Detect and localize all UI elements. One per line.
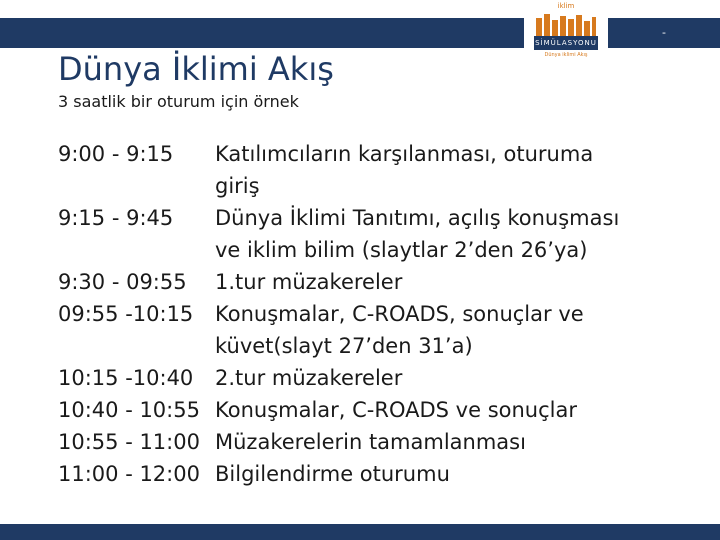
agenda-list: [58, 138, 698, 490]
agenda-description-line: Dünya İklimi Tanıtımı, açılış konuşması: [215, 206, 620, 230]
agenda-description: [215, 298, 698, 362]
agenda-description-line: Konuşmalar, C-ROADS, sonuçlar ve: [215, 302, 584, 326]
agenda-description-line: 1.tur müzakereler: [215, 270, 403, 294]
agenda-row: [58, 266, 698, 298]
slide-title: Dünya İklimi Akış: [58, 50, 334, 88]
header-bar: [0, 18, 720, 48]
logo-sub-text: Dünya iklimi Akış: [544, 52, 588, 58]
agenda-row: [58, 458, 698, 490]
agenda-time: 9:00 - 9:15: [58, 142, 174, 166]
agenda-time: 9:30 - 09:55: [58, 270, 187, 294]
agenda-time: 10:55 - 11:00: [58, 430, 200, 454]
slide-subtitle: 3 saatlik bir oturum için örnek: [58, 92, 299, 111]
agenda-description: [215, 426, 698, 458]
agenda-time: 9:15 - 9:45: [58, 206, 174, 230]
agenda-description-line: Konuşmalar, C-ROADS ve sonuçlar: [215, 398, 577, 422]
agenda-description-line: küvet(slayt 27’den 31’a): [215, 334, 473, 358]
agenda-description-line: ve iklim bilim (slaytlar 2’den 26’ya): [215, 238, 588, 262]
agenda-row: [58, 138, 698, 202]
agenda-description-line: Katılımcıların karşılanması, oturuma: [215, 142, 594, 166]
agenda-row: [58, 362, 698, 394]
agenda-description: [215, 362, 698, 394]
agenda-description-line: Bilgilendirme oturumu: [215, 462, 450, 486]
slide-number: -: [662, 26, 666, 39]
logo-band-text: SİMÜLASYONU: [534, 36, 598, 50]
climate-simulation-logo: [524, 2, 608, 64]
agenda-row: [58, 202, 698, 266]
agenda-description: [215, 458, 698, 490]
agenda-time: 09:55 -10:15: [58, 302, 194, 326]
agenda-description: [215, 394, 698, 426]
footer-bar: [0, 524, 720, 540]
agenda-description: [215, 138, 698, 202]
people-icon: [534, 12, 598, 36]
agenda-time: 10:40 - 10:55: [58, 398, 200, 422]
agenda-time: 11:00 - 12:00: [58, 462, 200, 486]
agenda-description-line: Müzakerelerin tamamlanması: [215, 430, 526, 454]
agenda-row: [58, 298, 698, 362]
agenda-description-line: 2.tur müzakereler: [215, 366, 403, 390]
agenda-time: 10:15 -10:40: [58, 366, 194, 390]
agenda-description: [215, 202, 698, 266]
agenda-description-line: giriş: [215, 174, 260, 198]
logo-top-text: iklim: [557, 2, 575, 10]
agenda-row: [58, 394, 698, 426]
agenda-row: [58, 426, 698, 458]
agenda-description: [215, 266, 698, 298]
